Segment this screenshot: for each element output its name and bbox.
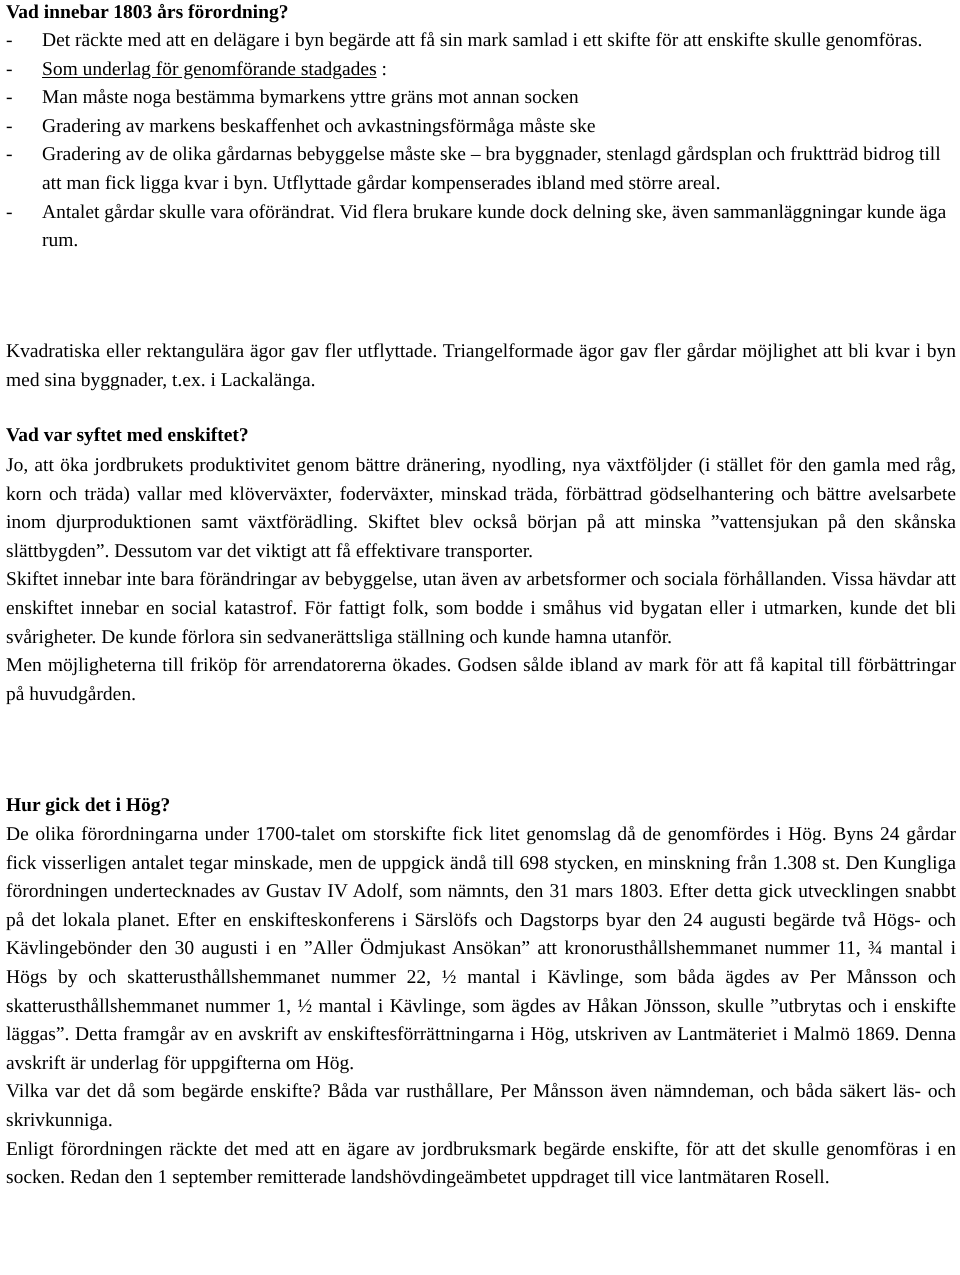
bullet-dash: - bbox=[6, 201, 13, 223]
list-item bbox=[6, 84, 956, 113]
list-item-text: Antalet gårdar skulle vara oförändrat. Vid flera brukare kunde dock delning ske, även sammanläggningar kunde äga rum. bbox=[42, 201, 947, 252]
heading-purpose: Vad var syftet med enskiftet? bbox=[6, 425, 249, 446]
list-item bbox=[6, 199, 956, 256]
list-item-text: Man måste noga bestämma bymarkens yttre gräns mot annan socken bbox=[42, 87, 579, 109]
list-item-text: Gradering av de olika gårdarnas bebyggelse måste ske – bra byggnader, stenlagd gårdsplan och fruktträd bidrog till att man fick ligga kvar i byn. Utflyttade gårdar kompenserades ibland med större areal. bbox=[42, 144, 941, 194]
paragraph: Skiftet innebar inte bara förändringar av bebyggelse, utan även av arbetsformer och sociala förhållanden. Vissa hävdar att enskiftet innebar en social katastrof. För fattigt folk, som bodde i småhus vid bygatan eller i utmarken, kunde det bli svårigheter. De kunde förlora sin sedvanerättsliga ställning och kunde hamna utanför. bbox=[6, 569, 956, 648]
list-item bbox=[6, 141, 956, 198]
bullet-dash: - bbox=[6, 87, 13, 109]
underlined-text: Som underlag för genomförande stadgades bbox=[42, 58, 377, 80]
heading-1803-ordinance: Vad innebar 1803 års förordning? bbox=[6, 2, 289, 23]
paragraph: Enligt förordningen räckte det med att en ägare av jordbruksmark begärde enskifte, för att det skulle genomföras i en socken. Redan den 1 september remitterade landshövdingeämbetet uppdraget till vice lantmätaren Rosell. bbox=[6, 1138, 956, 1189]
list-item-text: : bbox=[376, 58, 387, 80]
bullet-dash: - bbox=[6, 58, 13, 80]
list-item bbox=[6, 56, 956, 85]
section-purpose-body bbox=[6, 452, 956, 709]
paragraph: Men möjligheterna till friköp för arrendatorerna ökades. Godsen sålde ibland av mark för att få kapital till förbättringar på huvudgården. bbox=[6, 655, 956, 705]
bullet-list bbox=[6, 27, 956, 256]
paragraph-plot-shapes: Kvadratiska eller rektangulära ägor gav fler utflyttade. Triangelformade ägor gav fler gårdar möjlighet att bli kvar i byn med sina byggnader, t.ex. i Lackalänga. bbox=[6, 341, 956, 391]
list-item-text: Det räckte med att en delägare i byn begärde att få sin mark samlad i ett skifte för att enskifte skulle genomföras. bbox=[42, 30, 923, 51]
list-item-text: Gradering av markens beskaffenhet och avkastningsförmåga måste ske bbox=[42, 115, 596, 137]
heading-hog: Hur gick det i Hög? bbox=[6, 795, 171, 816]
paragraph: Vilka var det då som begärde enskifte? Båda var rusthållare, Per Månsson även nämndeman, och båda säkert läs- och skrivkunniga. bbox=[6, 1081, 956, 1131]
paragraph: De olika förordningarna under 1700-talet om storskifte fick litet genomslag då de genomfördes i Hög. Byns 24 gårdar fick visserligen antalet tegar minskade, men de uppgick ändå till 698 stycken, en minskning från 1.308 st. Den Kungliga förordningen undertecknades av Gustav IV Adolf, som nämnts, den 31 mars 1803. Efter detta gick utvecklingen snabbt på det lokala planet. Efter en enskifteskonferens i Särslöfs och Dagstorps byar den 24 augusti begärde två Högs- och Kävlingebönder den 30 augusti i en ”Aller Ödmjukast Ansökan” att kronorusthållshemmanet nummer 11, ¾ mantal i Högs by och skatterusthållshemmanet nummer 22, ½ mantal i Kävlinge, som båda ägdes av Per Månsson och skatterusthållshemmanet nummer 1, ½ mantal i Kävlinge, som ägdes av Håkan Jönsson, skulle ”utbrytas och i enskifte läggas”. Detta framgår av en avskrift av enskiftesförrättningarna i Hög, utskriven av Lantmäteriet i Malmö 1869. Denna avskrift är underlag för uppgifterna om Hög. bbox=[6, 824, 956, 1074]
list-item bbox=[6, 113, 956, 142]
paragraph: Jo, att öka jordbrukets produktivitet genom bättre dränering, nyodling, nya växtföljder (i stället för den gamla med råg, korn och träda) vallar med klöverväxter, foderväxter, minskad träda, förbättrad gödselhantering och bättre avelsarbete inom djurproduktionen samt växtförädling. Skiftet blev också början på att minska ”vattensjukan på den skånska slättbygden”. Dessutom var det viktigt att få effektivare transporter. bbox=[6, 455, 956, 562]
bullet-dash: - bbox=[6, 144, 13, 166]
bullet-dash: - bbox=[6, 30, 13, 51]
list-item bbox=[6, 27, 956, 56]
section-hog-body bbox=[6, 821, 956, 1193]
bullet-dash: - bbox=[6, 115, 13, 137]
